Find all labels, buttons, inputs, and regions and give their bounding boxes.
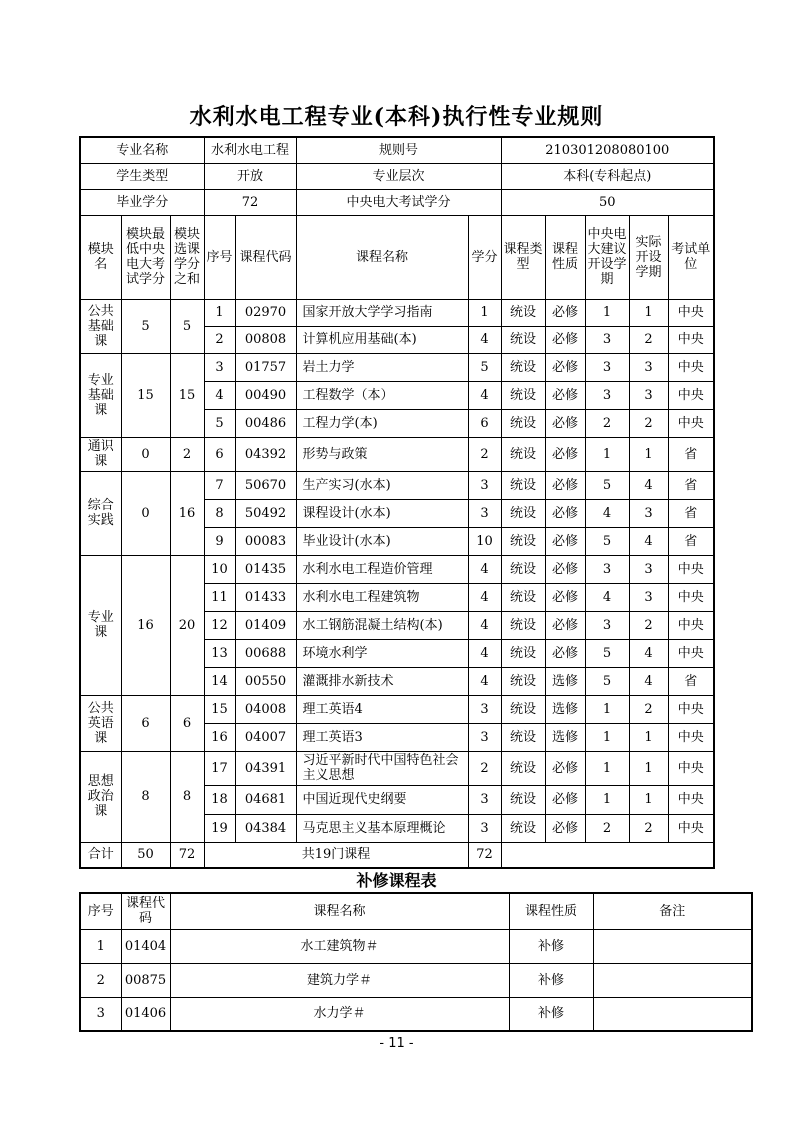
supp-remark (593, 929, 752, 963)
course-name: 理工英语4 (296, 695, 468, 723)
course-seq: 10 (204, 555, 235, 583)
course-credit: 4 (468, 639, 501, 667)
course-code: 50492 (235, 499, 296, 527)
course-type: 统设 (501, 409, 545, 437)
course-nature: 选修 (545, 695, 585, 723)
course-nature: 必修 (545, 499, 585, 527)
module-min-credit: 0 (121, 437, 170, 471)
course-row (80, 437, 714, 471)
module-sum-credit: 20 (170, 555, 204, 695)
course-credit: 5 (468, 353, 501, 381)
total-sum-credit: 72 (170, 842, 204, 868)
course-credit: 2 (468, 751, 501, 785)
supp-header-code: 课程代码 (121, 893, 170, 929)
course-nature: 必修 (545, 583, 585, 611)
course-seq: 5 (204, 409, 235, 437)
supplementary-title: 补修课程表 (356, 871, 437, 890)
major-label: 专业名称 (80, 137, 204, 163)
supp-nature: 补修 (509, 997, 593, 1031)
module-name: 公共基础课 (80, 299, 121, 353)
course-suggested-semester: 3 (585, 353, 629, 381)
course-nature: 必修 (545, 409, 585, 437)
course-row (80, 353, 714, 381)
supp-name: 水工建筑物＃ (170, 929, 509, 963)
page-number: - 11 - (379, 1036, 414, 1051)
total-row (80, 842, 714, 868)
course-name: 马克思主义基本原理概论 (296, 814, 468, 842)
supp-row (80, 929, 752, 963)
course-seq: 12 (204, 611, 235, 639)
supp-header-seq: 序号 (80, 893, 121, 929)
course-credit: 4 (468, 583, 501, 611)
course-suggested-semester: 1 (585, 723, 629, 751)
course-credit: 3 (468, 723, 501, 751)
course-suggested-semester: 5 (585, 527, 629, 555)
module-sum-credit: 15 (170, 353, 204, 437)
supp-seq: 1 (80, 929, 121, 963)
course-exam-unit: 中央 (668, 555, 714, 583)
total-min-credit: 50 (121, 842, 170, 868)
course-row (80, 555, 714, 583)
major-value: 水利水电工程 (204, 137, 296, 163)
course-type: 统设 (501, 785, 545, 814)
course-suggested-semester: 4 (585, 583, 629, 611)
course-name: 水工钢筋混凝土结构(本) (296, 611, 468, 639)
course-name: 习近平新时代中国特色社会主义思想 (296, 751, 468, 785)
course-actual-semester: 1 (629, 437, 668, 471)
course-exam-unit: 省 (668, 437, 714, 471)
course-actual-semester: 2 (629, 409, 668, 437)
supp-nature: 补修 (509, 929, 593, 963)
course-nature: 必修 (545, 611, 585, 639)
course-type: 统设 (501, 814, 545, 842)
module-sum-credit: 6 (170, 695, 204, 751)
course-type: 统设 (501, 555, 545, 583)
course-nature: 必修 (545, 381, 585, 409)
course-code: 01435 (235, 555, 296, 583)
supp-name: 水力学＃ (170, 997, 509, 1031)
course-name: 生产实习(水本) (296, 471, 468, 499)
module-name: 专业基础课 (80, 353, 121, 437)
header-module: 模块名 (80, 215, 121, 299)
course-exam-unit: 中央 (668, 353, 714, 381)
module-min-credit: 6 (121, 695, 170, 751)
course-actual-semester: 1 (629, 723, 668, 751)
course-actual-semester: 4 (629, 527, 668, 555)
course-nature: 必修 (545, 437, 585, 471)
course-name: 计算机应用基础(本) (296, 326, 468, 353)
course-actual-semester: 2 (629, 326, 668, 353)
course-nature: 必修 (545, 299, 585, 326)
module-sum-credit: 16 (170, 471, 204, 555)
course-credit: 1 (468, 299, 501, 326)
header-code: 课程代码 (235, 215, 296, 299)
course-suggested-semester: 5 (585, 667, 629, 695)
course-code: 01409 (235, 611, 296, 639)
course-nature: 必修 (545, 785, 585, 814)
supp-remark (593, 997, 752, 1031)
module-name: 思想政治课 (80, 751, 121, 842)
course-name: 灌溉排水新技术 (296, 667, 468, 695)
course-code: 04391 (235, 751, 296, 785)
total-blank (501, 842, 714, 868)
supp-name: 建筑力学＃ (170, 963, 509, 997)
module-sum-credit: 5 (170, 299, 204, 353)
course-nature: 必修 (545, 814, 585, 842)
course-suggested-semester: 3 (585, 381, 629, 409)
course-exam-unit: 中央 (668, 723, 714, 751)
rule-no-value: 210301208080100 (501, 137, 714, 163)
supp-header-remark: 备注 (593, 893, 752, 929)
course-code: 00808 (235, 326, 296, 353)
course-type: 统设 (501, 471, 545, 499)
course-actual-semester: 2 (629, 611, 668, 639)
course-actual-semester: 3 (629, 381, 668, 409)
student-type-value: 开放 (204, 163, 296, 189)
supplementary-table (79, 892, 753, 1032)
course-exam-unit: 中央 (668, 814, 714, 842)
total-course-count: 共19门课程 (204, 842, 468, 868)
level-value: 本科(专科起点) (501, 163, 714, 189)
course-credit: 3 (468, 695, 501, 723)
course-seq: 3 (204, 353, 235, 381)
course-seq: 11 (204, 583, 235, 611)
course-exam-unit: 省 (668, 667, 714, 695)
course-credit: 3 (468, 471, 501, 499)
course-suggested-semester: 3 (585, 611, 629, 639)
course-exam-unit: 中央 (668, 583, 714, 611)
course-actual-semester: 4 (629, 639, 668, 667)
course-seq: 9 (204, 527, 235, 555)
course-type: 统设 (501, 499, 545, 527)
course-suggested-semester: 5 (585, 471, 629, 499)
header-exam-unit: 考试单位 (668, 215, 714, 299)
course-name: 水利水电工程造价管理 (296, 555, 468, 583)
course-name: 工程力学(本) (296, 409, 468, 437)
grad-credit-label: 毕业学分 (80, 189, 204, 215)
module-min-credit: 0 (121, 471, 170, 555)
module-name: 通识课 (80, 437, 121, 471)
course-suggested-semester: 3 (585, 555, 629, 583)
course-name: 水利水电工程建筑物 (296, 583, 468, 611)
course-suggested-semester: 1 (585, 785, 629, 814)
course-code: 01433 (235, 583, 296, 611)
course-credit: 6 (468, 409, 501, 437)
course-exam-unit: 中央 (668, 326, 714, 353)
course-row (80, 695, 714, 723)
course-type: 统设 (501, 437, 545, 471)
course-name: 理工英语3 (296, 723, 468, 751)
course-suggested-semester: 1 (585, 437, 629, 471)
course-code: 50670 (235, 471, 296, 499)
course-type: 统设 (501, 353, 545, 381)
course-type: 统设 (501, 381, 545, 409)
course-exam-unit: 省 (668, 527, 714, 555)
course-suggested-semester: 5 (585, 639, 629, 667)
total-label: 合计 (80, 842, 121, 868)
info-row (80, 163, 714, 189)
header-sem-actual: 实际开设学期 (629, 215, 668, 299)
course-credit: 4 (468, 667, 501, 695)
course-actual-semester: 3 (629, 555, 668, 583)
module-min-credit: 16 (121, 555, 170, 695)
course-code: 04392 (235, 437, 296, 471)
course-actual-semester: 2 (629, 695, 668, 723)
course-type: 统设 (501, 583, 545, 611)
course-credit: 10 (468, 527, 501, 555)
course-nature: 选修 (545, 667, 585, 695)
supp-code: 01404 (121, 929, 170, 963)
course-credit: 3 (468, 814, 501, 842)
course-code: 00083 (235, 527, 296, 555)
course-code: 04008 (235, 695, 296, 723)
course-exam-unit: 中央 (668, 381, 714, 409)
course-seq: 1 (204, 299, 235, 326)
course-name: 环境水利学 (296, 639, 468, 667)
course-seq: 8 (204, 499, 235, 527)
course-name: 毕业设计(水本) (296, 527, 468, 555)
course-nature: 必修 (545, 555, 585, 583)
supp-header-row (80, 893, 752, 929)
course-nature: 必修 (545, 639, 585, 667)
supp-remark (593, 963, 752, 997)
course-suggested-semester: 3 (585, 326, 629, 353)
course-exam-unit: 中央 (668, 639, 714, 667)
supp-code: 00875 (121, 963, 170, 997)
header-type: 课程类型 (501, 215, 545, 299)
exam-credit-value: 50 (501, 189, 714, 215)
info-row (80, 189, 714, 215)
course-type: 统设 (501, 639, 545, 667)
header-sum-credit: 模块选课学分之和 (170, 215, 204, 299)
course-code: 00550 (235, 667, 296, 695)
header-seq: 序号 (204, 215, 235, 299)
module-name: 综合实践 (80, 471, 121, 555)
course-type: 统设 (501, 751, 545, 785)
supp-nature: 补修 (509, 963, 593, 997)
header-credit: 学分 (468, 215, 501, 299)
course-exam-unit: 中央 (668, 409, 714, 437)
course-suggested-semester: 1 (585, 299, 629, 326)
course-type: 统设 (501, 299, 545, 326)
supp-header-nature: 课程性质 (509, 893, 593, 929)
supp-seq: 2 (80, 963, 121, 997)
supp-code: 01406 (121, 997, 170, 1031)
course-code: 02970 (235, 299, 296, 326)
course-suggested-semester: 1 (585, 695, 629, 723)
supp-header-name: 课程名称 (170, 893, 509, 929)
course-type: 统设 (501, 667, 545, 695)
course-seq: 7 (204, 471, 235, 499)
total-credit: 72 (468, 842, 501, 868)
course-exam-unit: 中央 (668, 611, 714, 639)
module-sum-credit: 8 (170, 751, 204, 842)
course-name: 中国近现代史纲要 (296, 785, 468, 814)
header-sem-suggest: 中央电大建议开设学期 (585, 215, 629, 299)
course-exam-unit: 中央 (668, 785, 714, 814)
course-actual-semester: 1 (629, 299, 668, 326)
module-name: 专业课 (80, 555, 121, 695)
module-name: 公共英语课 (80, 695, 121, 751)
course-type: 统设 (501, 611, 545, 639)
course-code: 00486 (235, 409, 296, 437)
course-suggested-semester: 2 (585, 409, 629, 437)
course-seq: 2 (204, 326, 235, 353)
course-code: 00490 (235, 381, 296, 409)
course-actual-semester: 1 (629, 751, 668, 785)
course-row (80, 299, 714, 326)
course-type: 统设 (501, 695, 545, 723)
course-exam-unit: 省 (668, 499, 714, 527)
course-nature: 必修 (545, 527, 585, 555)
course-seq: 4 (204, 381, 235, 409)
course-actual-semester: 3 (629, 583, 668, 611)
course-seq: 13 (204, 639, 235, 667)
module-min-credit: 8 (121, 751, 170, 842)
course-credit: 3 (468, 499, 501, 527)
course-nature: 必修 (545, 353, 585, 381)
course-code: 01757 (235, 353, 296, 381)
course-code: 04007 (235, 723, 296, 751)
course-code: 00688 (235, 639, 296, 667)
course-row (80, 471, 714, 499)
course-actual-semester: 3 (629, 499, 668, 527)
course-name: 岩土力学 (296, 353, 468, 381)
student-type-label: 学生类型 (80, 163, 204, 189)
supp-row (80, 963, 752, 997)
module-sum-credit: 2 (170, 437, 204, 471)
course-name: 课程设计(水本) (296, 499, 468, 527)
rule-no-label: 规则号 (296, 137, 501, 163)
grad-credit-value: 72 (204, 189, 296, 215)
course-nature: 选修 (545, 723, 585, 751)
course-seq: 19 (204, 814, 235, 842)
course-name: 国家开放大学学习指南 (296, 299, 468, 326)
course-seq: 16 (204, 723, 235, 751)
header-row (80, 215, 714, 299)
info-row (80, 137, 714, 163)
course-exam-unit: 中央 (668, 695, 714, 723)
header-name: 课程名称 (296, 215, 468, 299)
course-nature: 必修 (545, 326, 585, 353)
course-credit: 2 (468, 437, 501, 471)
course-code: 04384 (235, 814, 296, 842)
supp-row (80, 997, 752, 1031)
course-seq: 15 (204, 695, 235, 723)
course-nature: 必修 (545, 471, 585, 499)
course-type: 统设 (501, 326, 545, 353)
course-type: 统设 (501, 527, 545, 555)
course-nature: 必修 (545, 751, 585, 785)
header-min-credit: 模块最低中央电大考试学分 (121, 215, 170, 299)
course-actual-semester: 1 (629, 785, 668, 814)
course-suggested-semester: 4 (585, 499, 629, 527)
level-label: 专业层次 (296, 163, 501, 189)
course-suggested-semester: 2 (585, 814, 629, 842)
course-actual-semester: 2 (629, 814, 668, 842)
supp-seq: 3 (80, 997, 121, 1031)
course-actual-semester: 4 (629, 667, 668, 695)
course-exam-unit: 中央 (668, 299, 714, 326)
course-row (80, 751, 714, 785)
course-suggested-semester: 1 (585, 751, 629, 785)
course-credit: 4 (468, 381, 501, 409)
course-code: 04681 (235, 785, 296, 814)
course-credit: 4 (468, 611, 501, 639)
header-nature: 课程性质 (545, 215, 585, 299)
course-seq: 18 (204, 785, 235, 814)
course-actual-semester: 4 (629, 471, 668, 499)
course-credit: 4 (468, 326, 501, 353)
page-title: 水利水电工程专业(本科)执行性专业规则 (189, 104, 604, 130)
course-actual-semester: 3 (629, 353, 668, 381)
course-exam-unit: 省 (668, 471, 714, 499)
course-exam-unit: 中央 (668, 751, 714, 785)
course-seq: 14 (204, 667, 235, 695)
course-credit: 4 (468, 555, 501, 583)
course-seq: 6 (204, 437, 235, 471)
module-min-credit: 15 (121, 353, 170, 437)
course-seq: 17 (204, 751, 235, 785)
course-name: 工程数学（本） (296, 381, 468, 409)
module-min-credit: 5 (121, 299, 170, 353)
curriculum-table (79, 136, 715, 869)
course-credit: 3 (468, 785, 501, 814)
exam-credit-label: 中央电大考试学分 (296, 189, 501, 215)
course-name: 形势与政策 (296, 437, 468, 471)
course-type: 统设 (501, 723, 545, 751)
